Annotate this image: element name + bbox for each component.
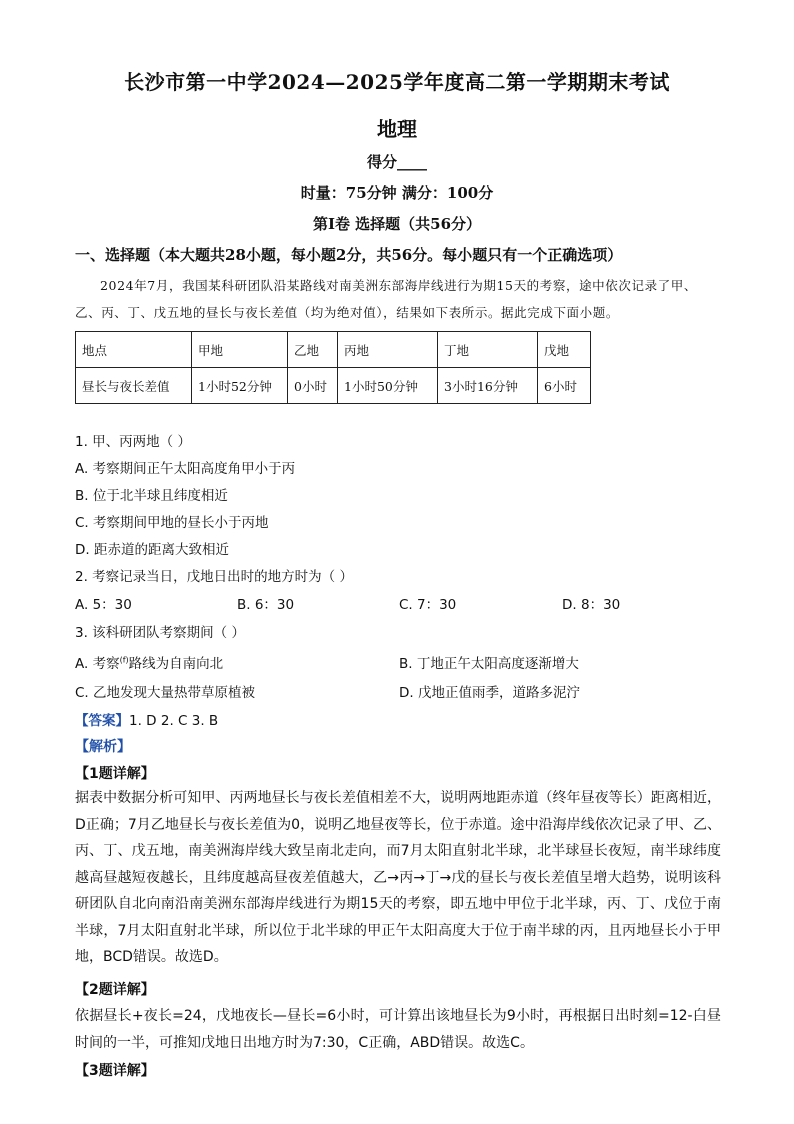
table-cell: 3小时16分钟	[438, 368, 538, 404]
table-header-cell: 戊地	[538, 332, 591, 368]
answer-line	[75, 709, 218, 729]
table-row-label: 昼长与夜长差值	[76, 368, 192, 404]
question-3-option-a	[75, 652, 223, 672]
table-header-cell: 丙地	[338, 332, 438, 368]
table-header-cell: 乙地	[288, 332, 338, 368]
question-2-stem: 2. 考察记录当日，戊地日出时的地方时为（ ）	[75, 569, 353, 585]
table-header-cell: 地点	[76, 332, 192, 368]
subject-title: 地理	[377, 117, 417, 141]
analysis-label: 【解析】	[75, 739, 131, 755]
table-header-row	[76, 332, 591, 368]
detail-1-label: 【1题详解】	[75, 766, 155, 782]
question-3-stem: 3. 该科研团队考察期间（ ）	[75, 625, 245, 641]
question-3-option-d: D. 戊地正值雨季，道路多泥泞	[399, 685, 580, 701]
question-3-option-a-post: 路线为自南向北	[128, 656, 224, 672]
question-1-option-a: A. 考察期间正午太阳高度角甲小于丙	[75, 461, 296, 477]
table-header-cell: 丁地	[438, 332, 538, 368]
exam-title: 长沙市第一中学2024—2025学年度高二第一学期期末考试	[124, 70, 670, 94]
question-1-option-d: D. 距赤道的距离大致相近	[75, 542, 229, 558]
question-1-stem: 1. 甲、丙两地（ ）	[75, 434, 191, 450]
section-intro: 2024年7月，我国某科研团队沿某路线对南美洲东部海岸线进行为期15天的考察，途中依次记录了甲、乙、丙、丁、戊五地的昼长与夜长差值（均为绝对值），结果如下表所示。据此完成下面小题。	[75, 278, 697, 320]
question-3-option-b: B. 丁地正午太阳高度逐渐增大	[399, 656, 579, 672]
question-3-option-a-pre: A. 考察	[75, 656, 120, 672]
table-row	[76, 368, 591, 404]
question-2-option-c: C. 7：30	[399, 597, 457, 613]
answer-label: 【答案】	[75, 713, 129, 729]
detail-2-text: 依据昼长+夜长=24，戊地夜长—昼长=6小时，可计算出该地昼长为9小时，再根据日出时刻=12-白昼时间的一半，可推知戊地日出地方时为7:30，C正确，ABD错误。故选C。	[75, 1008, 721, 1051]
detail-3-label: 【3题详解】	[75, 1063, 155, 1079]
question-1-option-c: C. 考察期间甲地的昼长小于丙地	[75, 515, 269, 531]
table-cell: 6小时	[538, 368, 591, 404]
data-table	[75, 331, 591, 404]
question-1-option-b: B. 位于北半球且纬度相近	[75, 488, 228, 504]
question-2-option-d: D. 8：30	[562, 597, 621, 613]
table-cell: 1小时50分钟	[338, 368, 438, 404]
score-line: 得分____	[366, 153, 427, 171]
volume-title: 第Ⅰ卷 选择题（共56分）	[312, 215, 482, 233]
table-cell: 1小时52分钟	[192, 368, 288, 404]
detail-2-label: 【2题详解】	[75, 982, 155, 998]
table-header-cell: 甲地	[192, 332, 288, 368]
question-2-option-b: B. 6：30	[237, 597, 295, 613]
detail-1-text: 据表中数据分析可知甲、丙两地昼长与夜长差值相差不大，说明两地距赤道（终年昼夜等长）距离相近，D正确；7月乙地昼长与夜长差值为0，说明乙地昼夜等长，位于赤道。途中沿海岸线依次记录了甲、乙、丙、丁、戊五地，南美洲海岸线大致呈南北走向，而7月太阳直射北半球，北半球昼长夜短，南半球纬度越高昼越短夜越长，且纬度越高昼夜差值越大，乙→丙→丁→戊的昼长与夜长差值呈增大趋势，说明该科研团队自北向南沿南美洲东部海岸线进行为期15天的考察，即五地中甲位于北半球，丙、丁、戊位于南半球，7月太阳直射北半球，所以位于北半球的甲正午太阳高度大于位于南半球的丙，且丙地昼长小于甲地，BCD错误。故选D。	[75, 790, 721, 965]
section-heading: 一、选择题（本大题共28小题，每小题2分，共56分。每小题只有一个正确选项）	[75, 246, 623, 264]
question-3-option-a-sup: (f)	[119, 655, 129, 665]
answer-text: 1. D 2. C 3. B	[129, 713, 219, 729]
time-info: 时量：75分钟 满分：100分	[300, 184, 494, 202]
question-2-option-a: A. 5：30	[75, 597, 132, 613]
table-cell: 0小时	[288, 368, 338, 404]
question-3-option-c: C. 乙地发现大量热带草原植被	[75, 685, 256, 701]
